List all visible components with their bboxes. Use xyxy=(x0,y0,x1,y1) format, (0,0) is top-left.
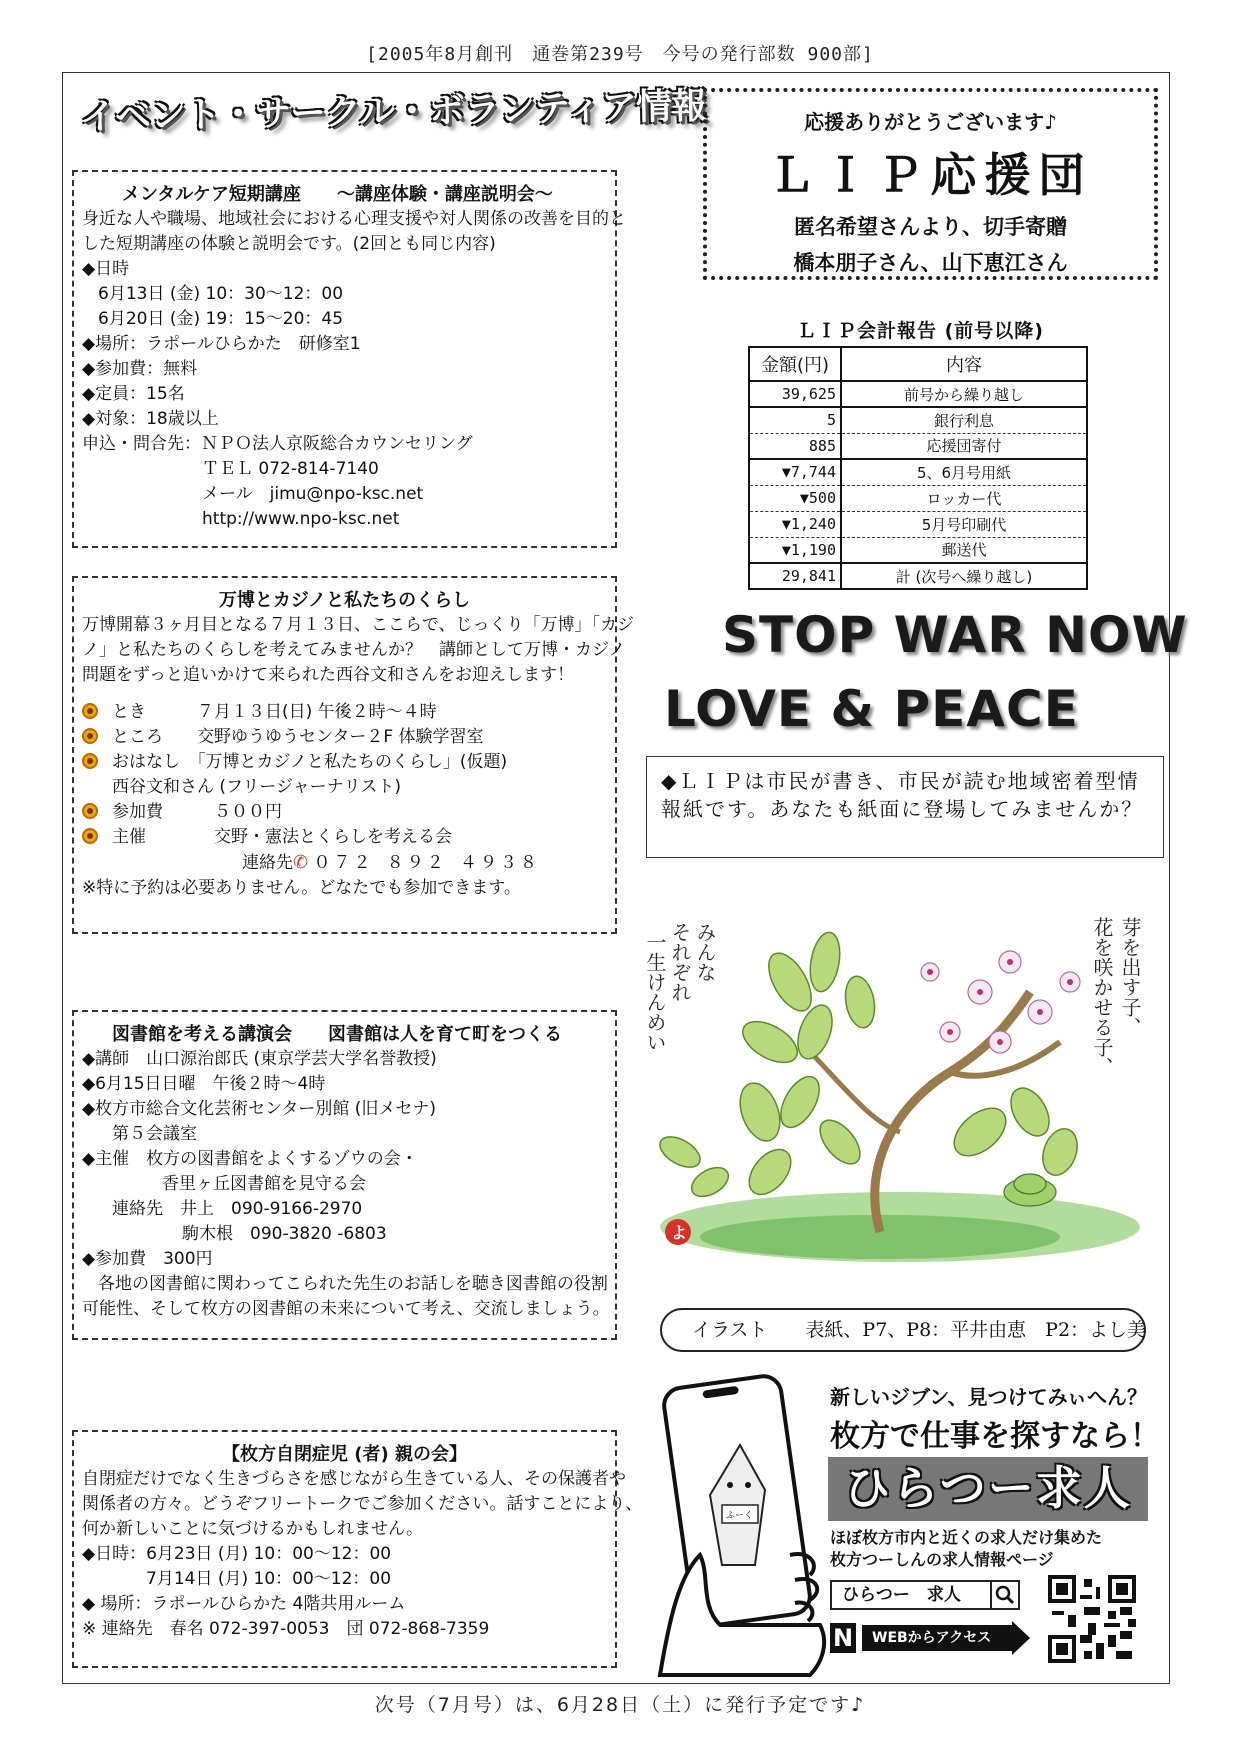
row-desc: 銀行利息 xyxy=(841,407,1087,433)
row-amount: 29,841 xyxy=(749,563,841,589)
flowers xyxy=(921,951,1080,1053)
event-date: 6月20日 (金) 19：15～20：45 xyxy=(98,309,344,329)
table-row xyxy=(749,537,1087,563)
web-access-arrow: WEBからアクセス xyxy=(862,1625,1012,1651)
next-issue-notice: 次号（7月号）は、6月28日（土）に発行予定です♪ xyxy=(374,1694,866,1716)
accounting-table xyxy=(748,346,1088,590)
event-text: ノ」と私たちのくらしを考えてみませんか？ 講師として万博・カジノ xyxy=(82,640,626,660)
table-row xyxy=(749,459,1087,485)
illustration-caption: 花を咲かせる子、 xyxy=(1090,917,1114,1077)
banner-title: イベント・サークル・ボランティア情報 xyxy=(79,85,707,138)
event-text: 関係者の方々。どうぞフリートークでご参加ください。話すことにより、 xyxy=(82,1494,643,1514)
event-mental-care xyxy=(72,170,626,548)
row-amount: ▼7,744 xyxy=(749,459,841,485)
sunflower-icon xyxy=(82,828,98,844)
row-desc: 郵送代 xyxy=(841,537,1087,563)
accounting-title: ＬＩＰ会計報告 (前号以降) xyxy=(797,320,1044,342)
event-text: 各地の図書館に関わってこられた先生のお話しを聴き図書館の役割 xyxy=(98,1274,608,1294)
event-note: ※特に予約は必要ありません。どなたでも参加できます。 xyxy=(82,878,521,898)
illustration-caption: 一生けんめい xyxy=(643,932,667,1052)
support-thanks: 応援ありがとうございます♪ xyxy=(804,110,1057,134)
n-logo-icon: N xyxy=(830,1623,856,1653)
qr-code-icon[interactable] xyxy=(1048,1575,1136,1663)
sunflower-icon xyxy=(82,703,98,719)
ad-logo-text: ひらつー求人 xyxy=(828,1457,1148,1521)
support-title: ＬＩＰ応援団 xyxy=(768,148,1093,202)
event-speaker: 西谷文和さん (フリージャーナリスト) xyxy=(112,777,401,797)
row-amount: 5 xyxy=(749,407,841,433)
succulent xyxy=(1004,1174,1056,1206)
event-contact: 駒木根 090-3820 -6803 xyxy=(182,1224,387,1244)
event-text: 万博開幕３ヶ月目となる７月１３日、ここらで、じっくり「万博」「カジ xyxy=(82,615,634,635)
phone-icon: ✆ xyxy=(293,852,309,873)
sunflower-icon xyxy=(82,728,98,744)
event-text: 問題をずっと追いかけて来られた西谷文和さんをお迎えします！ xyxy=(82,665,574,685)
event-text: 何か新しいことに気づけるかもしれません。 xyxy=(82,1519,424,1539)
illustration-credit: イラスト 表紙、P7、P8：平井由恵 P2：よし美 xyxy=(660,1308,1146,1352)
column-header-amount: 金額(円) xyxy=(749,347,841,381)
event-title: メンタルケア短期講座 ～講座体験・講座説明会～ xyxy=(122,184,553,205)
section-banner xyxy=(79,84,707,142)
event-date-label: ◆日時 xyxy=(82,259,130,279)
row-desc: 5月号印刷代 xyxy=(841,511,1087,537)
event-contact: 連絡先 井上 090-9166-2970 xyxy=(112,1199,363,1219)
event-fee: 参加費 ５００円 xyxy=(112,802,282,822)
event-contact: ※ 連絡先 春名 072-397-0053 団 072-868-7359 xyxy=(82,1619,490,1639)
event-host: ◆主催 枚方の図書館をよくするゾウの会・ xyxy=(82,1149,418,1169)
event-title: 【枚方自閉症児 (者) 親の会】 xyxy=(222,1444,467,1465)
row-amount: 885 xyxy=(749,433,841,459)
event-title: 図書館を考える講演会 図書館は人を育て町をつくる xyxy=(112,1024,562,1045)
smartphone-hand-icon xyxy=(660,1375,830,1675)
table-row xyxy=(749,381,1087,407)
ad-catchphrase: 新しいジブン、見つけてみぃへん？ xyxy=(830,1385,1147,1409)
row-amount: 39,625 xyxy=(749,381,841,407)
event-text: した短期講座の体験と説明会です。(2回とも同じ内容) xyxy=(82,234,496,254)
row-amount: ▼1,240 xyxy=(749,511,841,537)
row-desc: 5、6月号用紙 xyxy=(841,459,1087,485)
event-capacity: ◆定員：15名 xyxy=(82,384,185,404)
row-desc: 応援団寄付 xyxy=(841,433,1087,459)
event-target: ◆対象：18歳以上 xyxy=(82,409,219,429)
seal-stamp-text: よ xyxy=(671,1223,688,1242)
ad-description-line: 枚方つーしんの求人情報ページ xyxy=(830,1550,1054,1569)
plant-illustration xyxy=(643,902,1150,1272)
event-date: 6月13日 (金) 10：30～12：00 xyxy=(98,284,344,304)
event-date: 7月14日 (月) 10：00～12：00 xyxy=(146,1569,392,1589)
sunflower-icon xyxy=(82,803,98,819)
event-text: 可能性、そして枚方の図書館の未来について考え、交流しましょう。 xyxy=(82,1299,610,1319)
event-url[interactable]: http://www.npo-ksc.net xyxy=(202,509,400,529)
event-where: ところ 交野ゆうゆうセンター２F 体験学習室 xyxy=(112,727,484,747)
ad-search-box[interactable] xyxy=(830,1580,1020,1610)
ad-description-line: ほぼ枚方市内と近くの求人だけ集めた xyxy=(830,1528,1103,1547)
issue-header: [2005年8月創刊 通巻第239号 今号の発行部数 900部] xyxy=(366,44,874,65)
event-talk: おはなし 「万博とカジノと私たちのくらし」(仮題) xyxy=(112,752,508,772)
event-host: 香里ヶ丘図書館を見守る会 xyxy=(162,1174,366,1194)
illustration-caption: みんな xyxy=(693,922,717,982)
row-amount: ▼1,190 xyxy=(749,537,841,563)
table-row xyxy=(749,407,1087,433)
event-tel: ＴＥＬ 072-814-7140 xyxy=(202,459,379,479)
column-header-desc: 内容 xyxy=(841,347,1087,381)
event-when: とき ７月１３日(日) 午後２時～４時 xyxy=(112,702,437,722)
support-box xyxy=(703,88,1158,280)
mascot-badge: ふーく xyxy=(726,1511,754,1521)
illustration-caption: それぞれ xyxy=(668,922,692,1002)
event-expo-casino xyxy=(72,576,634,934)
table-row xyxy=(749,485,1087,511)
event-place: ◆場所：ラポールひらかた 研修室1 xyxy=(82,334,361,354)
ad-web-access[interactable] xyxy=(830,1621,1030,1655)
slogan-love-peace: LOVE & PEACE xyxy=(664,680,1079,738)
lip-note-box: ◆ＬＩＰは市民が書き、市民が読む地域密着型情報紙です。あなたも紙面に登場してみませんか？ xyxy=(646,756,1164,858)
branch xyxy=(810,1052,900,1132)
event-place: ◆ 場所：ラポールひらかた 4階共用ルーム xyxy=(82,1594,406,1614)
search-icon xyxy=(990,1582,1018,1608)
event-autism-parents xyxy=(72,1430,643,1668)
event-title: 万博とカジノと私たちのくらし xyxy=(218,590,471,611)
event-host: 主催 交野・憲法とくらしを考える会 xyxy=(112,827,452,847)
event-date: ◆日時：6月23日 (月) 10：00～12：00 xyxy=(82,1544,392,1564)
contact-label: 連絡先 xyxy=(242,853,293,873)
event-library xyxy=(72,1010,617,1340)
row-desc: 前号から繰り越し xyxy=(841,381,1087,407)
event-date: ◆6月15日日曜 午後２時～4時 xyxy=(82,1074,326,1094)
ad-description xyxy=(830,1527,1102,1571)
event-fee: ◆参加費：無料 xyxy=(82,359,198,379)
spacer xyxy=(82,688,607,700)
event-text: 自閉症だけでなく生きづらさを感じながら生きている人、その保護者や xyxy=(82,1469,626,1489)
support-donor: 橋本朋子さん、山下恵江さん xyxy=(793,250,1068,275)
event-lecturer: ◆講師 山口源治郎氏 (東京学芸大学名誉教授) xyxy=(82,1049,437,1069)
event-place: ◆枚方市総合文化芸術センター別館 (旧メセナ) xyxy=(82,1099,437,1119)
event-contact: 申込・問合先：ＮＰＯ法人京阪総合カウンセリング xyxy=(82,434,473,454)
row-desc: ロッカー代 xyxy=(841,485,1087,511)
row-desc: 計 (次号へ繰り越し) xyxy=(841,563,1087,589)
table-row xyxy=(749,433,1087,459)
illustration-caption: 芽を出す子、 xyxy=(1118,917,1142,1037)
table-row xyxy=(749,511,1087,537)
job-ad[interactable] xyxy=(660,1375,1160,1675)
ad-headline: 枚方で仕事を探すなら！ xyxy=(830,1419,1160,1454)
ad-search-text: ひらつー 求人 xyxy=(842,1585,961,1605)
event-fee: ◆参加費 300円 xyxy=(82,1249,213,1269)
row-amount: ▼500 xyxy=(749,485,841,511)
sunflower-icon xyxy=(82,753,98,769)
slogan-stop-war: STOP WAR NOW xyxy=(722,606,1188,664)
event-room: 第５会議室 xyxy=(112,1124,197,1144)
table-row xyxy=(749,563,1087,589)
event-phone: ０７２ ８９２ ４９３８ xyxy=(313,853,540,873)
event-text: 身近な人や職場、地域社会における心理支援や対人関係の改善を目的と xyxy=(82,209,626,229)
support-donor: 匿名希望さんより、切手寄贈 xyxy=(794,214,1067,239)
event-mail[interactable]: メール jimu@npo-ksc.net xyxy=(202,484,424,504)
